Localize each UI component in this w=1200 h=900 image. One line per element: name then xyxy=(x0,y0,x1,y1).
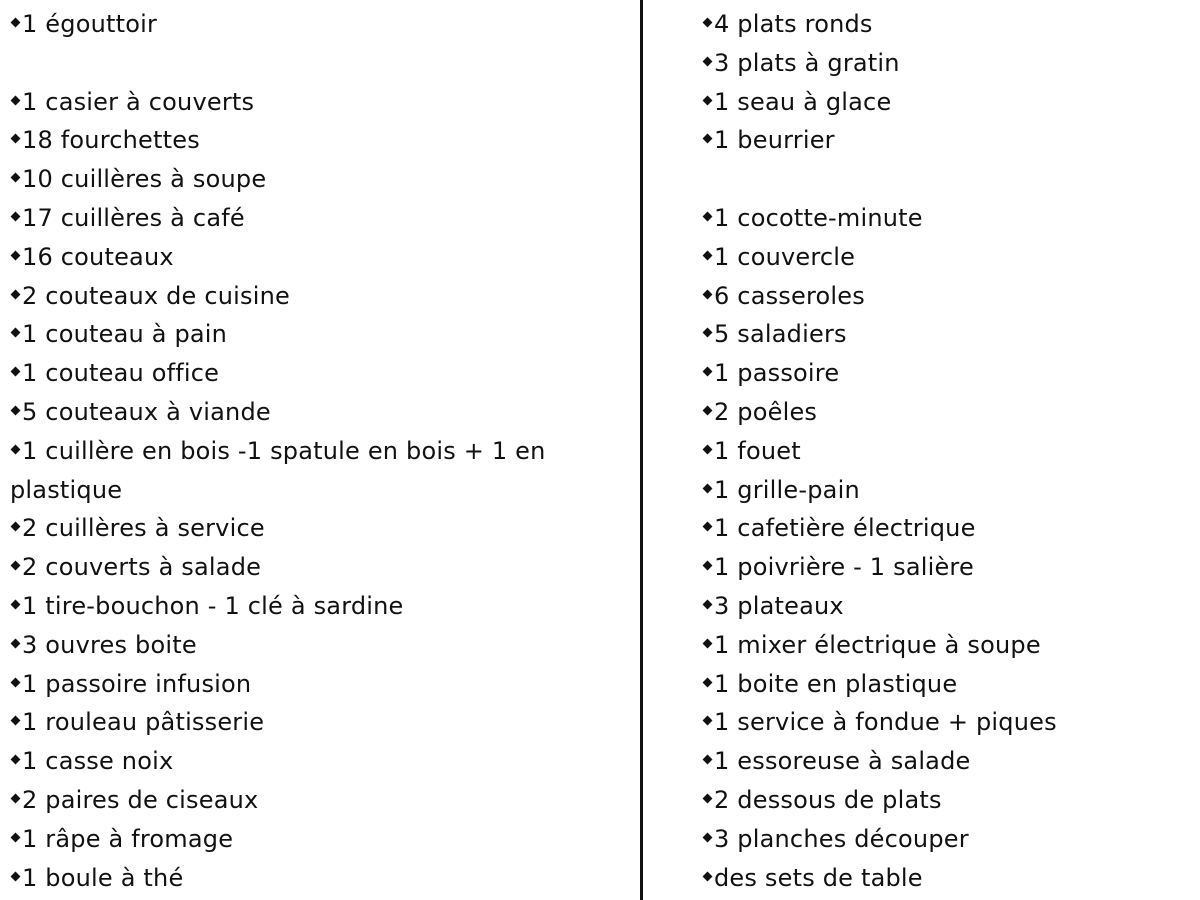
item-text: 1 râpe à fromage xyxy=(22,824,234,853)
list-item xyxy=(10,199,245,238)
diamond-bullet-icon xyxy=(11,406,21,416)
item-text: 3 plats à gratin xyxy=(714,48,900,77)
list-item xyxy=(702,277,865,316)
list-item xyxy=(702,781,942,820)
item-text: 1 égouttoir xyxy=(22,10,158,38)
list-item xyxy=(10,742,173,781)
diamond-bullet-icon xyxy=(11,677,21,687)
list-item xyxy=(702,354,839,393)
item-text: 1 couteau à pain xyxy=(22,320,228,349)
item-text: 4 plats ronds xyxy=(714,10,873,38)
item-text: 1 couvercle xyxy=(714,242,856,271)
diamond-bullet-icon xyxy=(11,367,21,377)
diamond-bullet-icon xyxy=(703,716,713,726)
diamond-bullet-icon xyxy=(11,134,21,144)
diamond-bullet-icon xyxy=(703,755,713,765)
diamond-bullet-icon xyxy=(11,638,21,648)
list-item xyxy=(10,548,261,587)
item-text: 2 poêles xyxy=(714,398,818,426)
list-item xyxy=(10,354,219,393)
diamond-bullet-icon xyxy=(11,250,21,260)
diamond-bullet-icon xyxy=(11,328,21,338)
diamond-bullet-icon xyxy=(11,444,21,454)
diamond-bullet-icon xyxy=(703,289,713,299)
diamond-bullet-icon xyxy=(11,794,21,804)
item-text: 6 casseroles xyxy=(714,281,865,310)
item-text: 2 paires de ciseaux xyxy=(22,786,259,814)
diamond-bullet-icon xyxy=(703,56,713,66)
item-text: 3 planches découper xyxy=(714,824,969,853)
list-item xyxy=(702,432,801,471)
list-item xyxy=(702,121,835,160)
item-text: 3 ouvres boite xyxy=(22,630,197,659)
list-item xyxy=(10,432,546,471)
item-text: 2 couteaux de cuisine xyxy=(22,281,290,310)
item-text: 1 beurrier xyxy=(714,126,835,155)
list-item xyxy=(702,199,923,238)
list-item xyxy=(702,703,1057,742)
item-text: 1 tire-bouchon - 1 clé à sardine xyxy=(22,592,404,620)
list-item xyxy=(10,626,197,665)
item-text: 1 grille-pain xyxy=(714,475,860,504)
diamond-bullet-icon xyxy=(703,794,713,804)
item-text: 1 mixer électrique à soupe xyxy=(714,630,1041,659)
item-text: 1 seau à glace xyxy=(714,87,892,116)
item-text: 1 passoire infusion xyxy=(22,669,252,698)
item-text: 1 cuillère en bois -1 spatule en bois + 1 en xyxy=(22,436,546,465)
diamond-bullet-icon xyxy=(11,755,21,765)
column-divider xyxy=(640,0,643,900)
item-text: 2 cuillères à service xyxy=(22,514,265,543)
item-text: 18 fourchettes xyxy=(22,126,200,155)
list-item xyxy=(702,83,891,122)
list-item xyxy=(10,665,251,704)
diamond-bullet-icon xyxy=(703,522,713,532)
item-text: plastique xyxy=(10,475,123,504)
item-text: 1 service à fondue + piques xyxy=(714,708,1057,737)
item-text: 1 boule à thé xyxy=(22,863,184,892)
item-text: 10 cuillères à soupe xyxy=(22,165,267,194)
diamond-bullet-icon xyxy=(703,871,713,881)
diamond-bullet-icon xyxy=(11,289,21,299)
list-item xyxy=(10,471,122,510)
item-text: 1 boite en plastique xyxy=(714,669,958,698)
list-item xyxy=(702,509,976,548)
diamond-bullet-icon xyxy=(703,367,713,377)
list-item xyxy=(10,5,157,44)
item-text: 2 couverts à salade xyxy=(22,553,262,582)
list-item xyxy=(702,742,971,781)
list-item xyxy=(702,315,847,354)
list-item xyxy=(702,238,855,277)
list-item xyxy=(10,160,266,199)
diamond-bullet-icon xyxy=(703,18,713,28)
list-item xyxy=(10,509,265,548)
list-item xyxy=(10,859,183,898)
list-item xyxy=(702,548,974,587)
item-text: 5 saladiers xyxy=(714,320,847,349)
diamond-bullet-icon xyxy=(11,716,21,726)
diamond-bullet-icon xyxy=(703,444,713,454)
list-item xyxy=(10,315,227,354)
list-item xyxy=(702,471,860,510)
list-item xyxy=(702,393,817,432)
diamond-bullet-icon xyxy=(703,250,713,260)
item-text: 17 cuillères à café xyxy=(22,204,245,232)
diamond-bullet-icon xyxy=(11,871,21,881)
list-item xyxy=(702,859,923,898)
item-text: 3 plateaux xyxy=(714,592,844,620)
list-item xyxy=(10,238,174,277)
diamond-bullet-icon xyxy=(703,677,713,687)
diamond-bullet-icon xyxy=(11,18,21,28)
item-text: 5 couteaux à viande xyxy=(22,398,271,426)
diamond-bullet-icon xyxy=(703,483,713,493)
list-item xyxy=(702,820,969,859)
item-text: 1 casse noix xyxy=(22,747,174,776)
item-text: des sets de table xyxy=(714,863,923,892)
item-text: 1 cafetière électrique xyxy=(714,514,976,543)
diamond-bullet-icon xyxy=(11,561,21,571)
list-item xyxy=(10,703,264,742)
item-text: 1 essoreuse à salade xyxy=(714,747,971,776)
list-item xyxy=(10,781,258,820)
diamond-bullet-icon xyxy=(703,134,713,144)
diamond-bullet-icon xyxy=(703,561,713,571)
diamond-bullet-icon xyxy=(11,173,21,183)
diamond-bullet-icon xyxy=(11,522,21,532)
item-text: 1 passoire xyxy=(714,359,840,388)
diamond-bullet-icon xyxy=(703,95,713,105)
list-item xyxy=(10,277,290,316)
list-item xyxy=(10,820,233,859)
list-item xyxy=(702,587,844,626)
diamond-bullet-icon xyxy=(703,832,713,842)
diamond-bullet-icon xyxy=(11,95,21,105)
item-text: 1 cocotte-minute xyxy=(714,204,923,232)
diamond-bullet-icon xyxy=(11,600,21,610)
list-item xyxy=(10,121,200,160)
list-item xyxy=(10,587,404,626)
list-item xyxy=(10,393,271,432)
diamond-bullet-icon xyxy=(703,638,713,648)
diamond-bullet-icon xyxy=(11,212,21,222)
item-text: 1 casier à couverts xyxy=(22,87,255,116)
list-item xyxy=(702,626,1041,665)
diamond-bullet-icon xyxy=(703,212,713,222)
item-text: 2 dessous de plats xyxy=(714,786,942,814)
item-text: 1 poivrière - 1 salière xyxy=(714,553,974,582)
diamond-bullet-icon xyxy=(703,328,713,338)
list-item xyxy=(702,44,900,83)
diamond-bullet-icon xyxy=(703,600,713,610)
diamond-bullet-icon xyxy=(703,406,713,416)
list-item xyxy=(702,665,957,704)
list-item xyxy=(702,5,873,44)
diamond-bullet-icon xyxy=(11,832,21,842)
item-text: 16 couteaux xyxy=(22,242,174,271)
list-item xyxy=(10,83,254,122)
item-text: 1 couteau office xyxy=(22,359,220,388)
item-text: 1 fouet xyxy=(714,436,801,465)
item-text: 1 rouleau pâtisserie xyxy=(22,708,265,737)
